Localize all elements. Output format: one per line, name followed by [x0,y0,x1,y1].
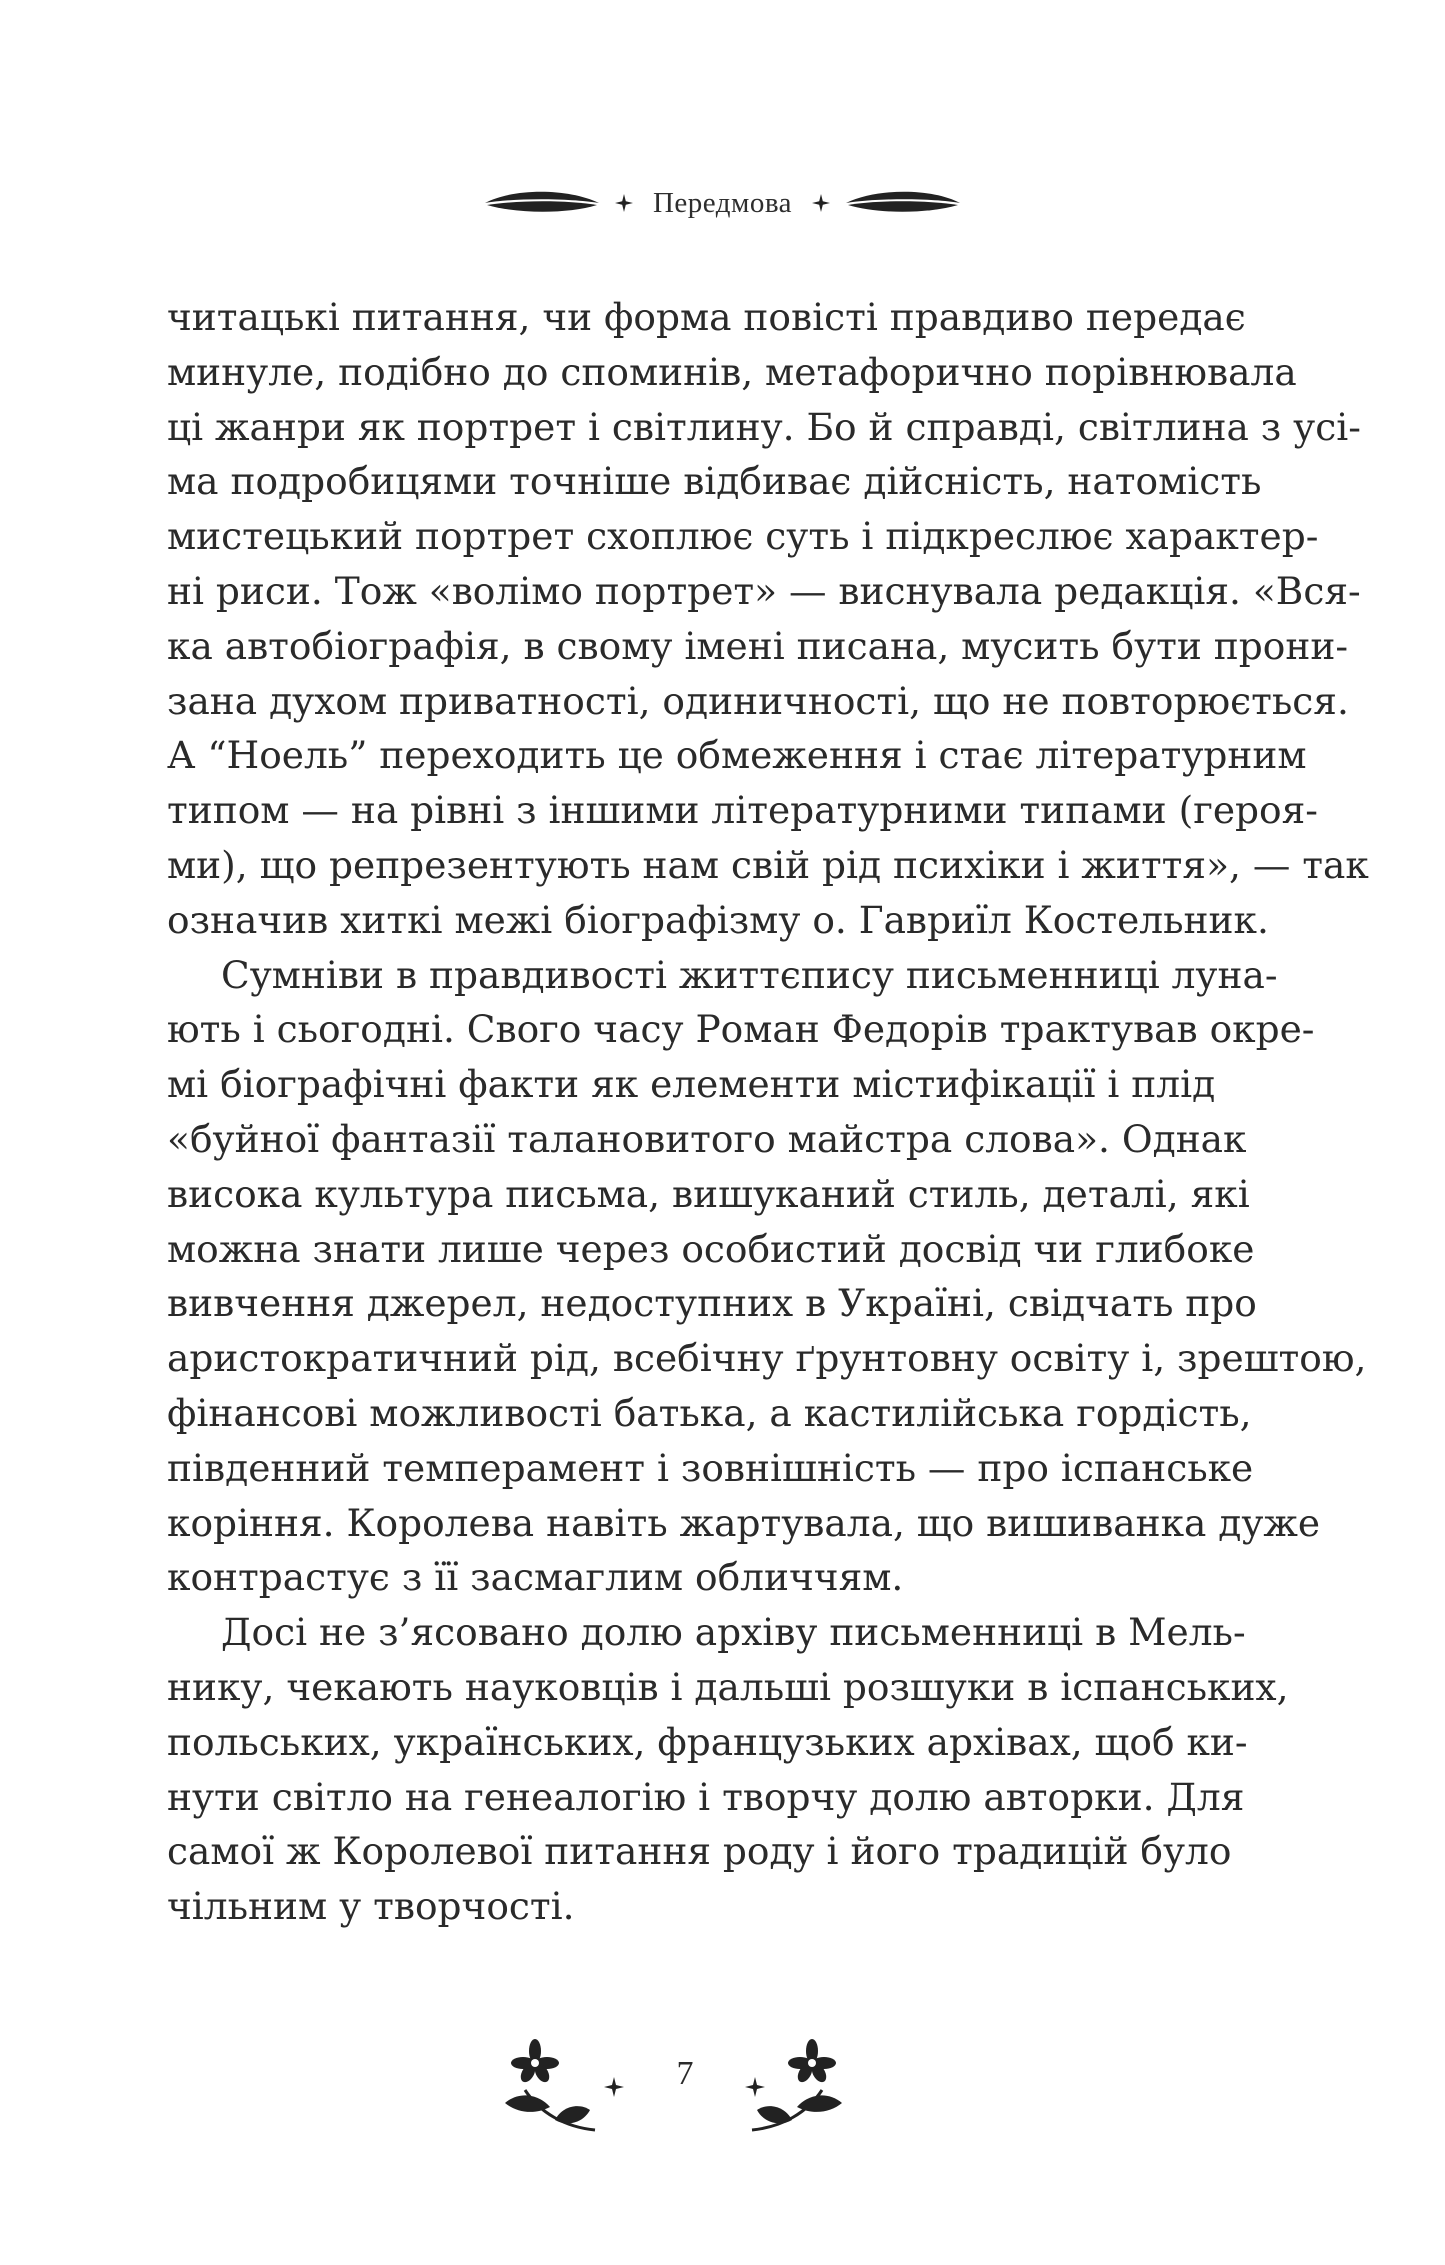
text-line: ють і сьогодні. Свого часу Роман Федорів трактував окре- [167,1007,1315,1052]
flower-ornament-icon [747,2035,852,2135]
text-line: ка автобіографія, в свому імені писана, мусить бути прони- [167,623,1349,668]
header-title: Передмова [652,186,793,219]
text-line: А “Ноель” переходить це обмеження і стає літературним [167,733,1307,778]
page-footer [0,2035,1445,2135]
text-line: Досі не з’ясовано долю архіву письменниці в Мель- [221,1610,1246,1655]
text-line: ми), що репрезентують нам свій рід психіки і життя», — так [167,842,1369,887]
text-line: самої ж Королевої питання роду і його традицій було [167,1829,1232,1874]
page-number: 7 [676,2055,694,2092]
running-header [0,178,1445,228]
four-point-star-icon [604,2077,624,2097]
text-line: типом — на рівні з іншими літературними типами (героя- [167,788,1318,833]
text-line: контрастує з її засмаглим обличчям. [167,1555,904,1600]
text-line: зана духом приватності, одиничності, що не повторюється. [167,678,1349,723]
text-line: читацькі питання, чи форма повісті правдиво передає [167,295,1246,339]
text-line: можна знати лише через особистий досвід чи глибоке [167,1226,1255,1271]
body-text [167,290,1369,1934]
text-line: ма подробицями точніше відбиває дійсність, натомість [167,459,1262,504]
text-line: мистецький портрет схоплює суть і підкреслює характер- [167,514,1319,559]
four-point-star-icon [812,194,830,212]
paragraph [167,1605,1289,1934]
text-line: польських, українських, французьких архівах, щоб ки- [167,1719,1248,1764]
text-line: коріння. Королева навіть жартувала, що вишиванка дуже [167,1500,1321,1545]
leaf-ornament-icon [844,190,962,216]
text-line: «буйної фантазії талановитого майстра слова». Однак [167,1116,1247,1161]
four-point-star-icon [615,194,633,212]
text-line: мі біографічні факти як елементи містифікації і плід [167,1062,1216,1107]
paragraph [167,290,1369,948]
text-line: чільним у творчості. [167,1884,575,1929]
paragraph [167,948,1367,1606]
text-line: південний темперамент і зовнішність — про іспанське [167,1445,1254,1490]
text-line: висока культура письма, вишуканий стиль, деталі, які [167,1171,1250,1216]
text-line: фінансові можливості батька, а кастилійська гордість, [167,1390,1252,1435]
text-line: вивчення джерел, недоступних в Україні, свідчать про [167,1281,1257,1326]
leaf-ornament-icon [483,190,601,216]
text-line: ці жанри як портрет і світлину. Бо й справді, світлина з усі- [167,404,1361,449]
flower-ornament-icon [495,2035,600,2135]
text-line: минуле, подібно до споминів, метафорично порівнювала [167,349,1297,394]
text-line: нику, чекають науковців і дальші розшуки в іспанських, [167,1664,1289,1709]
text-line: аристократичний рід, всебічну ґрунтовну освіту і, зрештою, [167,1336,1367,1381]
text-line: нути світло на генеалогію і творчу долю авторки. Для [167,1774,1245,1819]
text-line: Сумніви в правдивості життєпису письменниці луна- [221,952,1278,997]
text-line: ні риси. Тож «волімо портрет» — виснувала редакція. «Вся- [167,568,1361,613]
text-line: означив хиткі межі біографізму о. Гавриїл Костельник. [167,897,1269,942]
